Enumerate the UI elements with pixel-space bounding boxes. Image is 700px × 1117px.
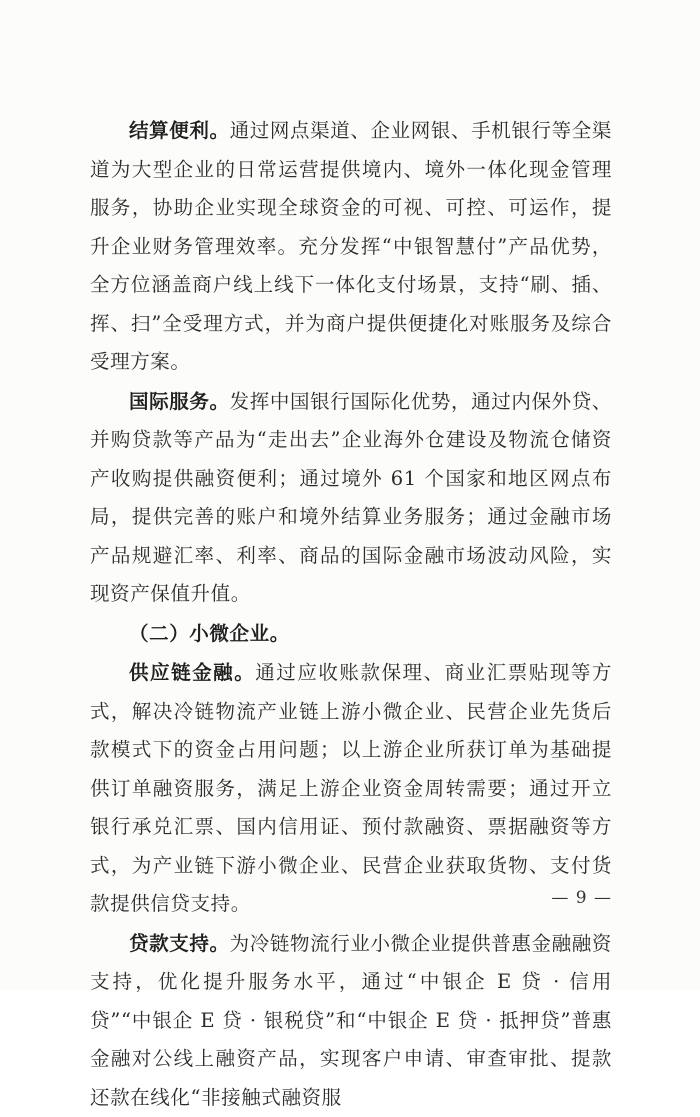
paragraph-settlement: [90, 112, 612, 382]
paragraph-text-settlement: 通过网点渠道、企业网银、手机银行等全渠道为大型企业的日常运营提供境内、境外一体化现金管理服务，协助企业实现全球资金的可视、可控、可运作，提升企业财务管理效率。充分发挥“中银智慧付”产品优势，全方位涵盖商户线上线下一体化支付场景，支持“刷、插、挥、扫”全受理方式，并为商户提供便捷化对账服务及综合受理方案。: [90, 119, 612, 373]
paragraph-text-supply-chain: 通过应收账款保理、商业汇票贴现等方式，解决冷链物流产业链上游小微企业、民营企业先货后款模式下的资金占用问题；以上游企业所获订单为基础提供订单融资服务，满足上游企业资金周转需要；通过开立银行承兑汇票、国内信用证、预付款融资、票据融资等方式，为产业链下游小微企业、民营企业获取货物、支付货款提供信贷支持。: [90, 661, 612, 915]
paragraph-text-loan-support: 为冷链物流行业小微企业提供普惠金融融资支持，优化提升服务水平，通过“中银企 E 贷 · 信用贷”“中银企 E 贷 · 银税贷”和“中银企 E 贷 · 抵押贷”普惠金融对公线上融资产品，实现客户申请、审查审批、提款还款在线化“非接触式融资服: [90, 932, 612, 1109]
section-heading-text: （二）小微企业。: [129, 622, 290, 645]
page-number: — 9 —: [551, 888, 612, 908]
section-heading-small-micro: [90, 615, 612, 654]
paragraph-international: [90, 383, 612, 614]
document-body: [90, 112, 612, 1117]
paragraph-lead-supply-chain: 供应链金融。: [129, 661, 255, 684]
paragraph-lead-settlement: 结算便利。: [129, 119, 230, 142]
paragraph-loan-support: [90, 925, 612, 1117]
paragraph-text-international: 发挥中国银行国际化优势，通过内保外贷、并购贷款等产品为“走出去”企业海外仓建设及物流仓储资产收购提供融资便利；通过境外 61 个国家和地区网点布局，提供完善的账户和境外结算业务服务；通过金融市场产品规避汇率、利率、商品的国际金融市场波动风险，实现资产保值升值。: [90, 390, 612, 606]
paragraph-lead-international: 国际服务。: [129, 390, 230, 413]
paragraph-supply-chain: [90, 654, 612, 924]
paragraph-lead-loan-support: 贷款支持。: [129, 932, 230, 955]
